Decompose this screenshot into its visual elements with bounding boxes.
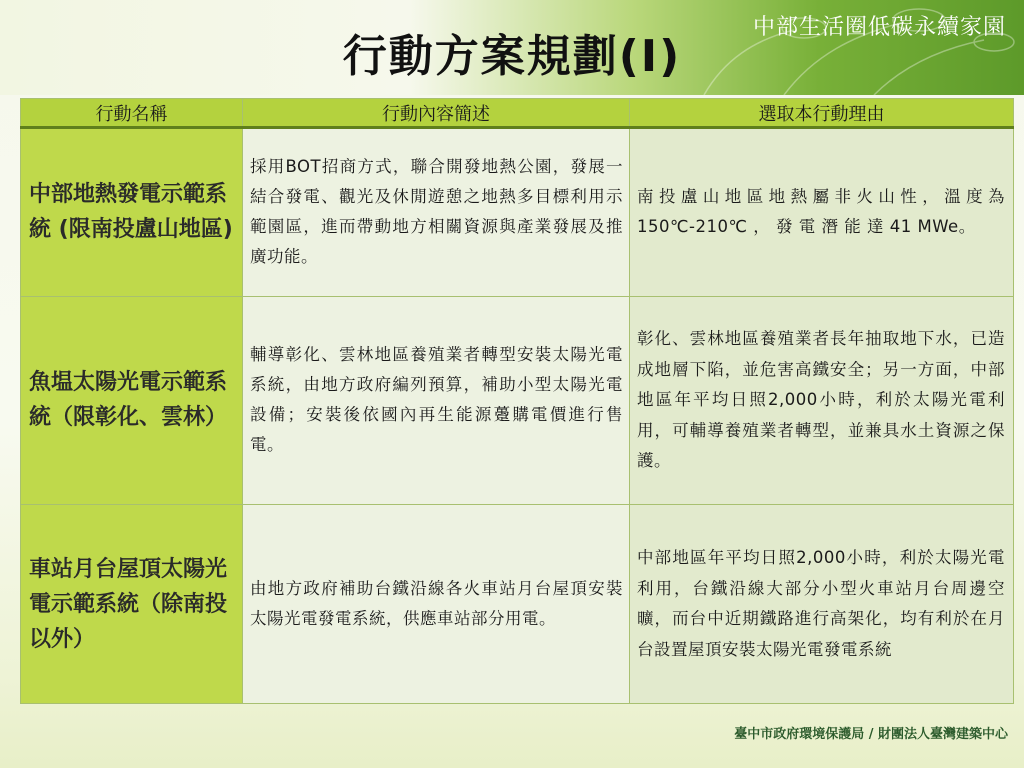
- table-row: [21, 296, 1014, 505]
- table-row: [21, 505, 1014, 704]
- action-description-cell: 輔導彰化、雲林地區養殖業者轉型安裝太陽光電系統，由地方政府編列預算，補助小型太陽光電設備；安裝後依國內再生能源躉購電價進行售電。: [243, 296, 630, 505]
- column-header-description: 行動內容簡述: [243, 99, 630, 128]
- page-title: 行動方案規劃(I): [342, 31, 682, 82]
- brand-text: 中部生活圈低碳永續家園: [752, 15, 1006, 40]
- action-description-cell: 採用BOT招商方式，聯合開發地熱公園，發展一結合發電、觀光及休閒遊憩之地熱多目標利用示範園區，進而帶動地方相關資源與產業發展及推廣功能。: [243, 128, 630, 297]
- action-plan-table: [20, 98, 1014, 704]
- footer-credit: 臺中市政府環境保護局 / 財團法人臺灣建築中心: [734, 727, 1008, 742]
- action-name-cell: 中部地熱發電示範系統 (限南投盧山地區): [21, 128, 243, 297]
- action-name-cell: 車站月台屋頂太陽光電示範系統（除南投以外）: [21, 505, 243, 704]
- action-reason-cell: 彰化、雲林地區養殖業者長年抽取地下水，已造成地層下陷，並危害高鐵安全；另一方面，中部地區年平均日照2,000小時，利於太陽光電利用，可輔導養殖業者轉型，並兼具水土資源之保護。: [630, 296, 1014, 505]
- table-row: [21, 128, 1014, 297]
- action-reason-cell: 中部地區年平均日照2,000小時，利於太陽光電利用，台鐵沿線大部分小型火車站月台周邊空曠，而台中近期鐵路進行高架化，均有利於在月台設置屋頂安裝太陽光電發電系統: [630, 505, 1014, 704]
- action-name-cell: 魚塭太陽光電示範系統（限彰化、雲林）: [21, 296, 243, 505]
- action-reason-cell: 南投盧山地區地熱屬非火山性，溫度為 150℃-210℃ ， 發 電 潛 能 達 41 MWe。: [630, 128, 1014, 297]
- table-header-row: [21, 99, 1014, 128]
- action-description-cell: 由地方政府補助台鐵沿線各火車站月台屋頂安裝太陽光電發電系統，供應車站部分用電。: [243, 505, 630, 704]
- column-header-reason: 選取本行動理由: [630, 99, 1014, 128]
- column-header-action-name: 行動名稱: [21, 99, 243, 128]
